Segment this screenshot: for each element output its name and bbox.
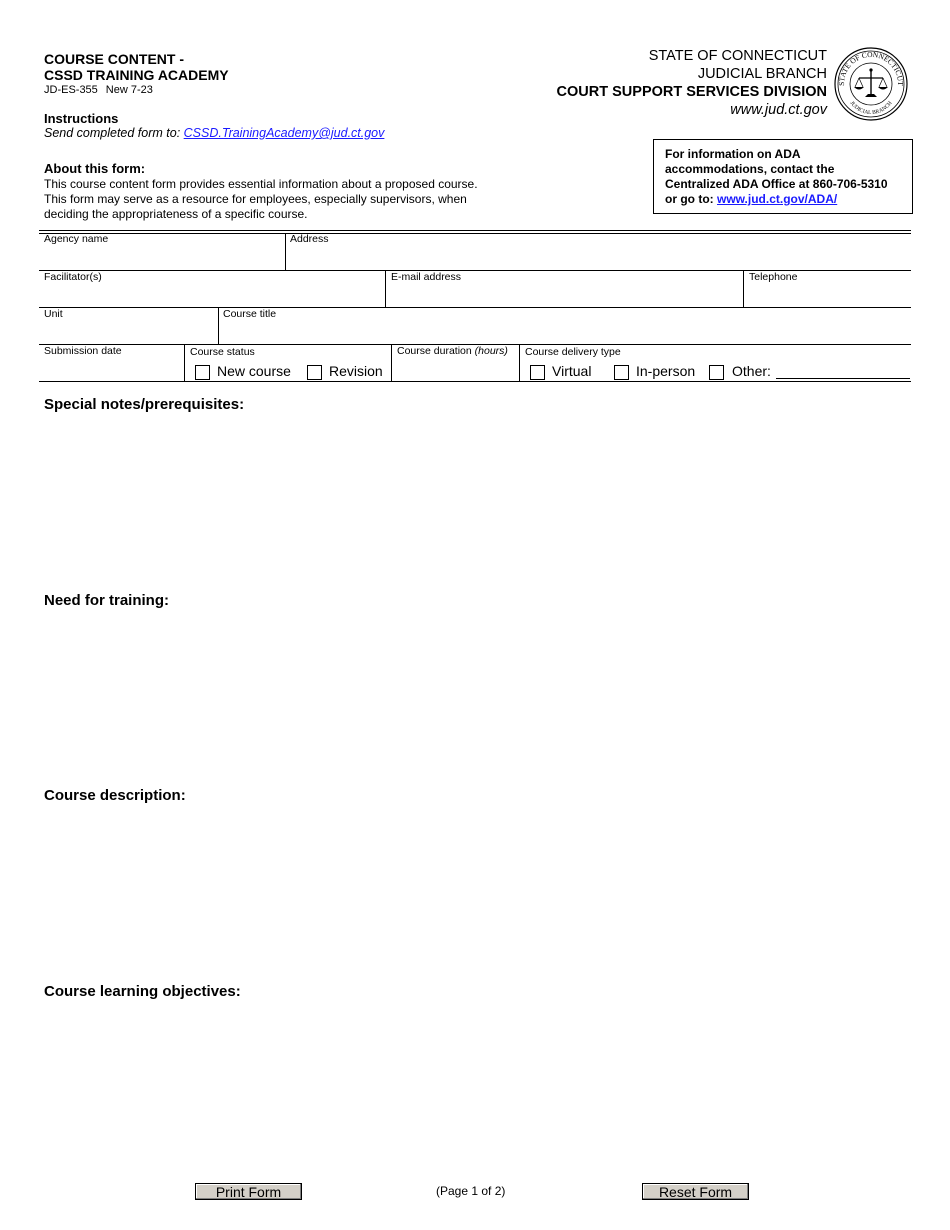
- course-duration-unit: (hours): [474, 345, 508, 357]
- in-person-checkbox[interactable]: [614, 365, 629, 380]
- special-notes-heading: Special notes/prerequisites:: [44, 396, 245, 413]
- form-title-line2: CSSD TRAINING ACADEMY: [44, 67, 229, 83]
- grid-divider: [184, 344, 185, 381]
- course-delivery-type-label: Course delivery type: [525, 346, 621, 358]
- agency-block: [557, 47, 827, 119]
- grid-divider: [391, 344, 392, 381]
- seal-text-top: STATE OF CONNECTICUT: [836, 49, 906, 86]
- grid-top-line-2: [39, 233, 911, 234]
- email-address-label: E-mail address: [391, 271, 462, 283]
- ada-line-3: Centralized ADA Office at 860-706-5310: [665, 177, 888, 191]
- agency-name-label: Agency name: [44, 233, 109, 245]
- submission-date-label: Submission date: [44, 345, 122, 357]
- ada-line-4: [665, 192, 904, 207]
- course-description-field[interactable]: [40, 809, 910, 974]
- unit-field[interactable]: [40, 321, 217, 343]
- grid-row-line-2: [39, 307, 911, 308]
- form-number: [44, 84, 153, 96]
- course-status-label: Course status: [190, 346, 255, 358]
- new-course-label: New course: [217, 363, 291, 379]
- agency-division: COURT SUPPORT SERVICES DIVISION: [556, 84, 827, 100]
- form-edition: New 7-23: [105, 84, 153, 96]
- agency-website: www.jud.ct.gov: [730, 102, 827, 118]
- page-indicator: (Page 1 of 2): [436, 1184, 506, 1198]
- instructions-text: [44, 126, 384, 140]
- virtual-checkbox[interactable]: [530, 365, 545, 380]
- unit-label: Unit: [44, 308, 63, 320]
- print-form-button[interactable]: Print Form: [195, 1183, 302, 1200]
- learning-objectives-field[interactable]: [40, 1005, 910, 1170]
- about-heading: About this form:: [44, 161, 146, 176]
- grid-top-line-1: [39, 230, 911, 231]
- instructions-send-prefix: Send completed form to:: [44, 126, 184, 140]
- training-academy-email-link[interactable]: CSSD.TrainingAcademy@jud.ct.gov: [183, 126, 385, 140]
- revision-label: Revision: [329, 363, 383, 379]
- in-person-label: In-person: [636, 363, 696, 379]
- form-title-line1: COURSE CONTENT -: [44, 51, 184, 67]
- submission-date-field[interactable]: [40, 358, 183, 380]
- revision-checkbox[interactable]: [307, 365, 322, 380]
- reset-form-button[interactable]: Reset Form: [642, 1183, 749, 1200]
- grid-divider: [743, 270, 744, 307]
- other-label: Other:: [732, 363, 771, 379]
- judicial-seal-icon: [834, 47, 908, 121]
- about-line-2: This form may serve as a resource for employees, especially supervisors, when: [44, 192, 467, 206]
- instructions-heading: Instructions: [44, 111, 119, 126]
- address-field[interactable]: [287, 246, 910, 269]
- grid-divider: [385, 270, 386, 307]
- need-for-training-heading: Need for training:: [44, 592, 170, 609]
- telephone-field[interactable]: [745, 284, 910, 306]
- course-duration-label: [397, 345, 508, 357]
- grid-divider: [218, 307, 219, 344]
- agency-branch: JUDICIAL BRANCH: [697, 66, 827, 82]
- about-line-1: This course content form provides essential information about a proposed course.: [44, 177, 478, 191]
- ada-info-box: [653, 139, 913, 214]
- facilitators-label: Facilitator(s): [44, 271, 102, 283]
- seal-text-bottom: JUDICIAL BRANCH: [848, 100, 894, 117]
- facilitators-field[interactable]: [40, 284, 384, 306]
- course-title-label: Course title: [223, 308, 277, 320]
- agency-state: STATE OF CONNECTICUT: [648, 48, 827, 64]
- form-title: [44, 51, 229, 83]
- form-number-code: JD-ES-355: [44, 84, 98, 96]
- agency-name-field[interactable]: [40, 246, 284, 269]
- other-text-field[interactable]: [776, 378, 910, 379]
- course-description-heading: Course description:: [44, 787, 186, 804]
- ada-line-2: accommodations, contact the: [665, 162, 835, 176]
- address-label: Address: [290, 233, 329, 245]
- ada-line-4-prefix: or go to:: [665, 192, 717, 206]
- virtual-label: Virtual: [552, 363, 592, 379]
- ada-link[interactable]: www.jud.ct.gov/ADA/: [716, 192, 838, 206]
- ada-line-1: For information on ADA: [665, 147, 801, 161]
- course-title-field[interactable]: [220, 321, 910, 343]
- telephone-label: Telephone: [749, 271, 798, 283]
- grid-divider: [285, 233, 286, 270]
- about-text: [44, 177, 514, 222]
- course-duration-label-text: Course duration: [397, 345, 472, 357]
- learning-objectives-heading: Course learning objectives:: [44, 983, 241, 1000]
- new-course-checkbox[interactable]: [195, 365, 210, 380]
- other-checkbox[interactable]: [709, 365, 724, 380]
- grid-divider: [519, 344, 520, 381]
- special-notes-field[interactable]: [40, 418, 910, 583]
- need-for-training-field[interactable]: [40, 614, 910, 779]
- grid-bottom-line: [39, 381, 911, 382]
- about-line-3: deciding the appropriateness of a specific course.: [44, 207, 308, 221]
- email-address-field[interactable]: [387, 284, 742, 306]
- course-duration-field[interactable]: [393, 358, 518, 380]
